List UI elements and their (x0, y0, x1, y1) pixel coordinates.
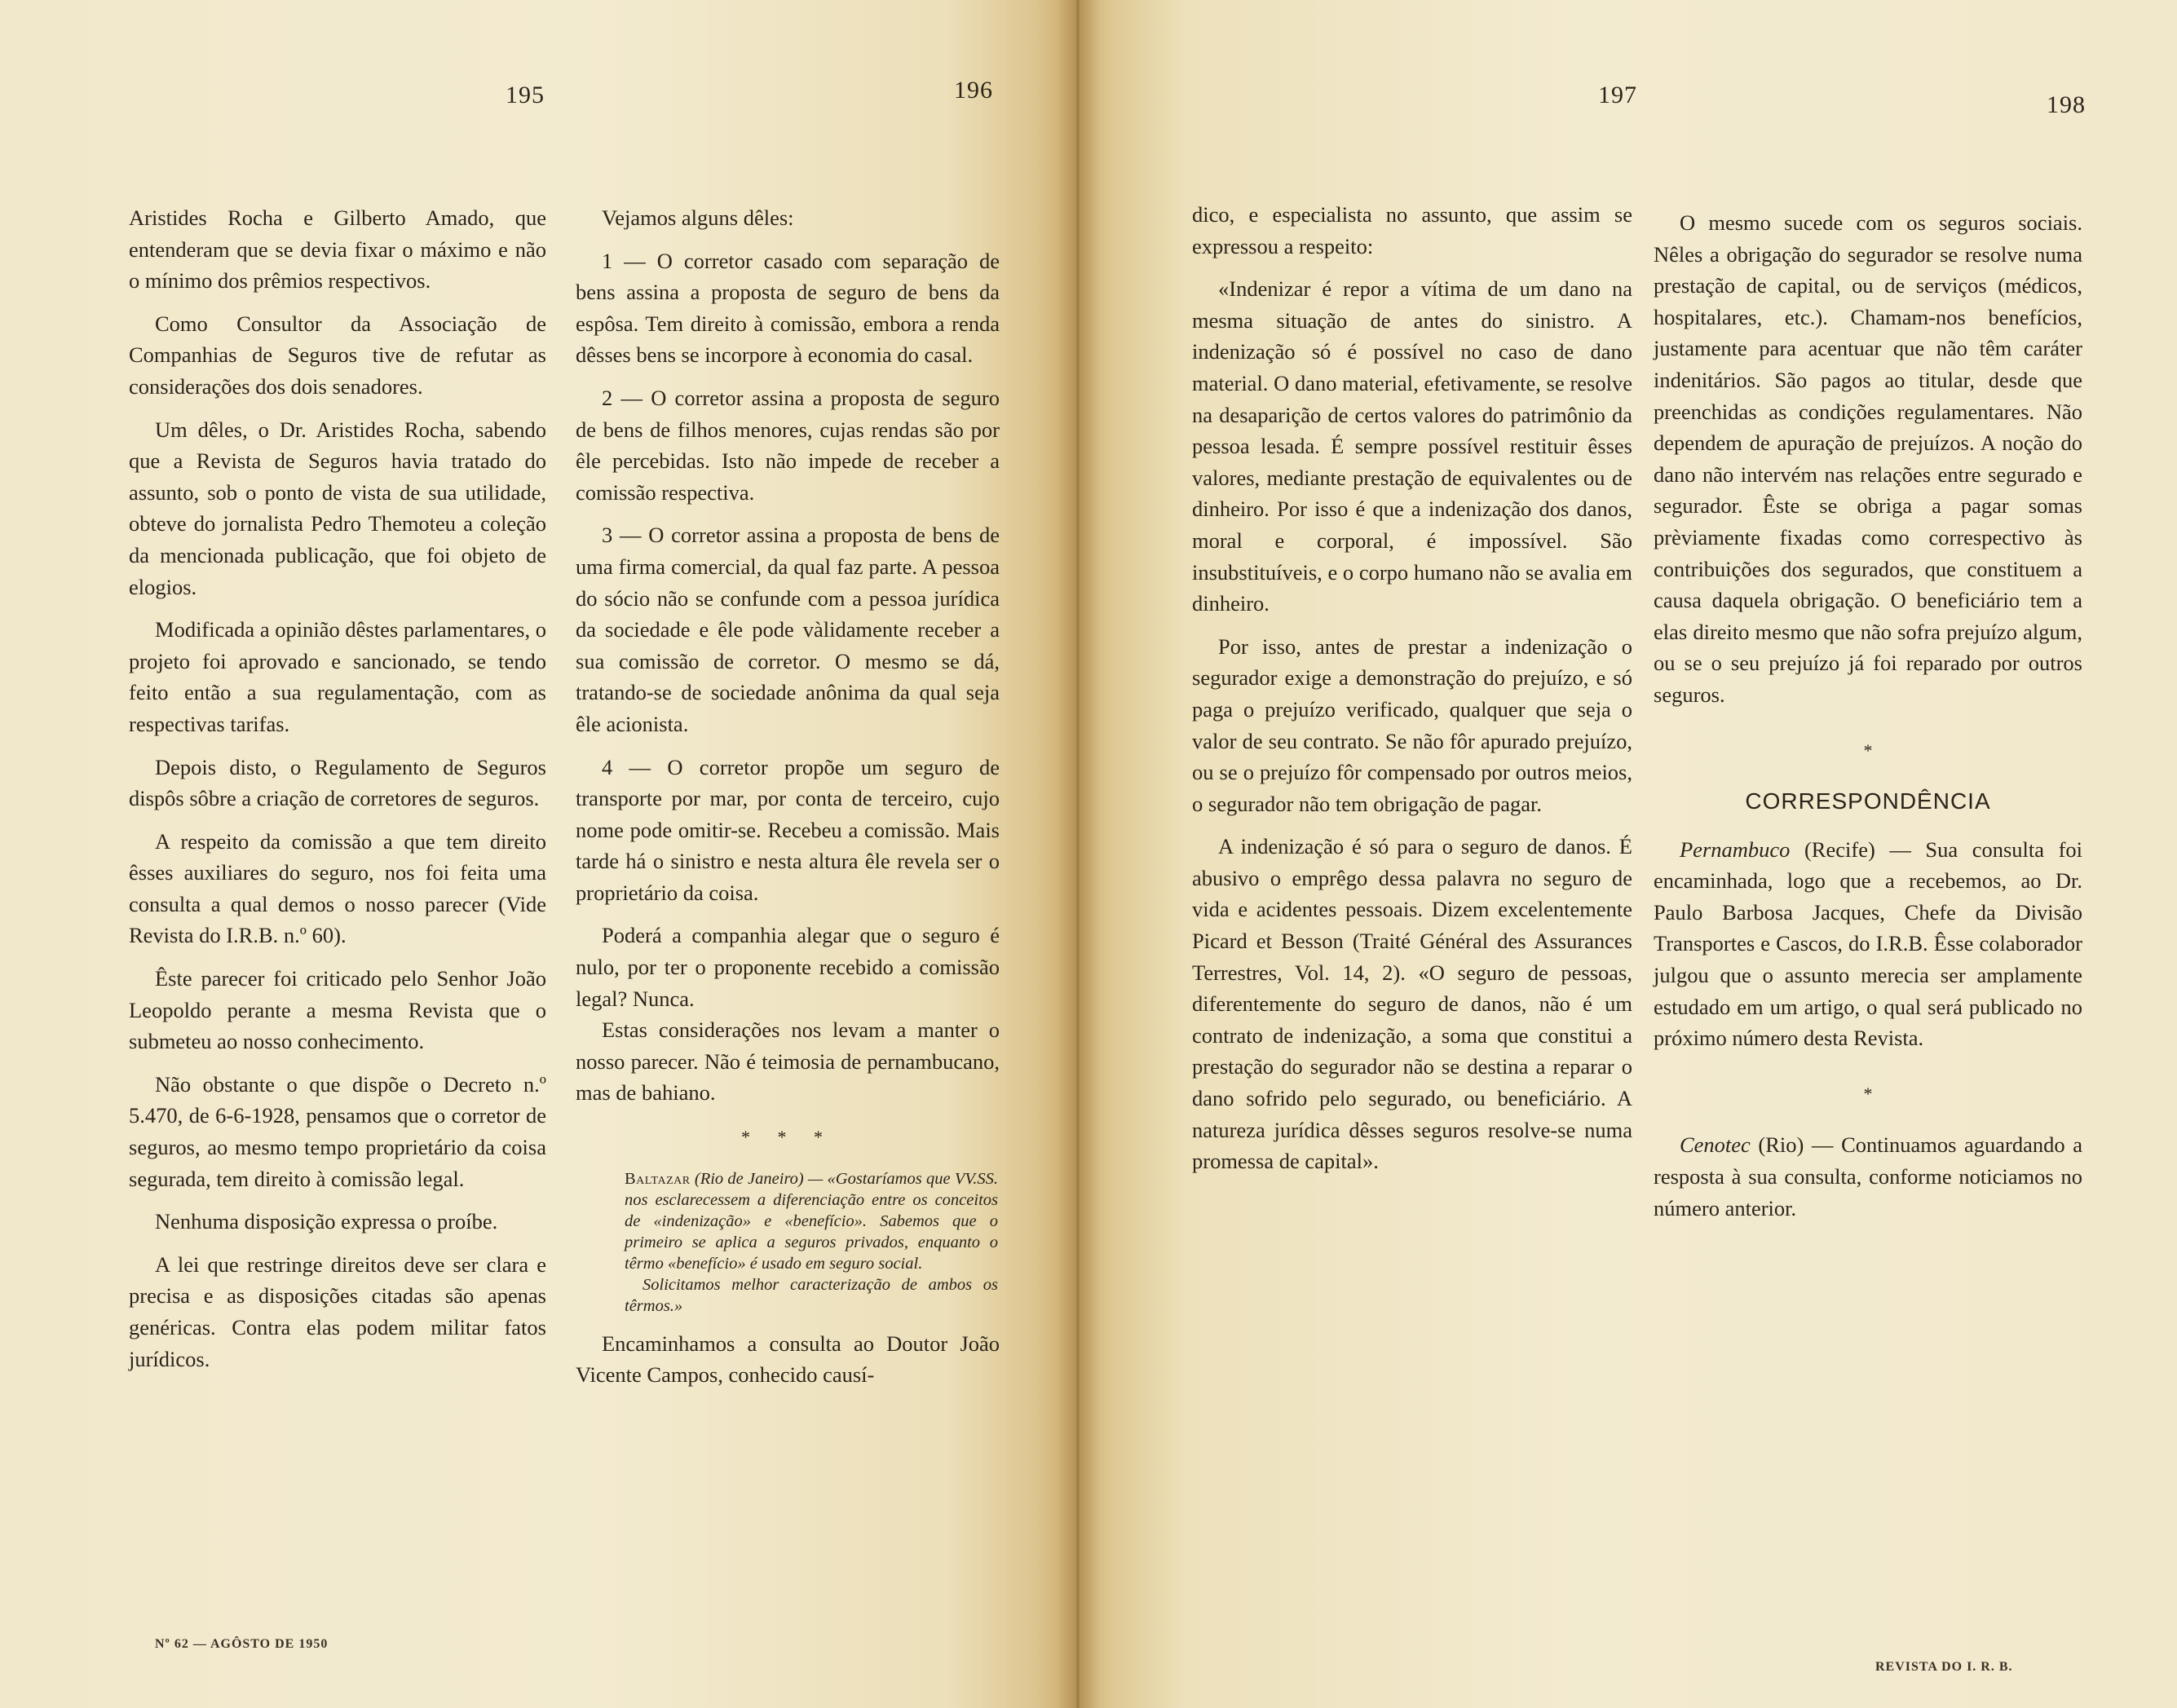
column-198 (1654, 207, 2082, 1224)
correspondence-text: (Rio) — Continuamos aguardando a resposta à sua consulta, conforme noticiamos no número anterior. (1654, 1132, 2082, 1220)
sender-name: Baltazar (625, 1169, 691, 1188)
paragraph: Estas considerações nos levam a manter o nosso parecer. Não é teimosia de pernambucano, mas de bahiano. (576, 1017, 1000, 1106)
section-heading: CORRESPONDÊNCIA (1745, 788, 1991, 814)
paragraph: Modificada a opinião dêstes parlamentares, o projeto foi aprovado e sancionado, se tendo feito então a sua regulamentação, com as respectivas tarifas. (129, 617, 546, 736)
paragraph: Como Consultor da Associação de Companhias de Seguros tive de refutar as considerações dos dois senadores. (129, 311, 546, 399)
paragraph: dico, e especialista no assunto, que assim se expressou a respeito: (1192, 202, 1632, 258)
book-gutter (1057, 0, 1099, 1708)
paragraph: Não obstante o que dispõe o Decreto n.º 5.470, de 6-6-1928, pensamos que o corretor de seguros, ao mesmo tempo proprietário da coisa segurada, tem direito à comissão legal. (129, 1071, 546, 1191)
paragraph: 4 — O corretor propõe um seguro de transporte por mar, por conta de terceiro, cujo nome pode omitir-se. Recebeu a comissão. Mais tarde há o sinistro e nesta altura êle revela ser o proprietário da coisa. (576, 754, 1000, 905)
paragraph: 3 — O corretor assina a proposta de bens de uma firma comercial, da qual faz parte. A pessoa do sócio não se confunde com a pessoa jurídica da sociedade e êle pode vàlidamente receber a sua comissão de corretor. O mesmo se dá, tratando-se de sociedade anônima da qual seja êle acionista. (576, 523, 1000, 736)
paragraph: 1 — O corretor casado com separação de bens assina a proposta de seguro de bens da espôsa. Tem direito à comissão, embora a renda dêsses bens se incorpore à economia do casal. (576, 248, 1000, 368)
paragraph: A lei que restringe direitos deve ser clara e precisa e as disposições citadas são apenas genéricas. Contra elas podem militar fatos jurídicos. (129, 1251, 546, 1371)
paragraph: Encaminhamos a consulta ao Doutor João Vicente Campos, conhecido causí- (576, 1331, 1000, 1388)
column-197 (1192, 199, 1632, 1177)
paragraph: O mesmo sucede com os seguros sociais. Nêles a obrigação do segurador se resolve numa prestação de capital, ou de serviços (médicos, hospitalares, etc.). Chamam-nos benefícios, justamente para acentuar que não têm caráter indenitários. São pagos ao titular, desde que preenchidas as condições regulamentares. Não dependem de apuração de prejuízos. A noção do dano não intervém nas relações entre segurado e segurador. Êste se obriga a pagar somas prèviamente fixadas como correspectivo às contribuições dos segurados, que constituem a causa daquela obrigação. O beneficiário tem a elas direito mesmo que não sofra prejuízo algum, ou se o seu prejuízo já foi reparado por outros seguros. (1654, 210, 2082, 707)
column-195 (129, 202, 546, 1375)
paragraph: Vejamos alguns dêles: (602, 205, 794, 230)
page-number-196: 196 (954, 77, 993, 104)
footer-journal: REVISTA DO I. R. B. (1875, 1660, 2013, 1674)
paragraph: «Indenizar é repor a vítima de um dano na mesma situação de antes do sinistro. A indenização só é possível no caso de dano material. O dano material, efetivamente, se resolve na desaparição de certos valores do patrimônio da pessoa lesada. É sempre possível restituir êsses valores, mediante prestação de equivalentes ou de dinheiro. Por isso é que a indenização dos danos, moral e corporal, é impossível. São insubstituíveis, e o corpo humano não se avalia em dinheiro. (1192, 276, 1632, 616)
paragraph: Por isso, antes de prestar a indenização o segurador exige a demonstração do prejuízo, e só paga o prejuízo verificado, qualquer que seja o valor de seu contrato. Se não fôr apurado prejuízo, ou se o prejuízo fôr compensado por outros meios, o segurador não tem obrigação de pagar. (1192, 633, 1632, 816)
page-number-197: 197 (1598, 82, 1637, 108)
paragraph: Aristides Rocha e Gilberto Amado, que entenderam que se devia fixar o máximo e não o mínimo dos prêmios respectivos. (129, 205, 546, 293)
question-text: (Rio de Janeiro) — «Gostaríamos que VV.SS. nos esclarecessem a diferenciação entre os conceitos de «indenização» e «benefício». Sabemos que o primeiro se aplica a seguros privados, enquanto o têrmo «benefício» é usado em seguro social. (625, 1169, 998, 1273)
paragraph: Nenhuma disposição expressa o proíbe. (155, 1209, 498, 1234)
correspondent-name: Cenotec (1680, 1132, 1751, 1158)
paragraph: Êste parecer foi criticado pelo Senhor João Leopoldo perante a mesma Revista que o submeteu ao nosso conhecimento. (129, 966, 546, 1054)
question-text-2: Solicitamos melhor caracterização de ambos os têrmos.» (625, 1275, 998, 1315)
paragraph: A respeito da comissão a que tem direito êsses auxiliares do seguro, nos foi feita uma consulta a qual demos o nosso parecer (Vide Revista do I.R.B. n.º 60). (129, 828, 546, 948)
page-number-198: 198 (2047, 91, 2086, 118)
reader-question (576, 1168, 1000, 1317)
correspondence-text: (Recife) — Sua consulta foi encaminhada, logo que a recebemos, ao Dr. Paulo Barbosa Jacques, Chefe da Divisão Transportes e Cascos, do I.R.B. Êsse colaborador julgou que o assunto merecia ser amplamente estudado em um artigo, o qual será publicado no próximo número desta Revista. (1654, 836, 2082, 1051)
column-196 (576, 202, 1000, 1391)
correspondent-name: Pernambuco (1680, 836, 1791, 862)
footer-issue: Nº 62 — AGÔSTO DE 1950 (155, 1637, 329, 1651)
paragraph: Depois disto, o Regulamento de Seguros dispôs sôbre a criação de corretores de seguros. (129, 754, 546, 811)
section-star: * (1863, 739, 1873, 761)
paragraph: 2 — O corretor assina a proposta de seguro de bens de filhos menores, cujas rendas são por êle percebidas. Isto não impede de receber a comissão respectiva. (576, 385, 1000, 505)
section-star: * (1863, 1083, 1873, 1104)
page-number-195: 195 (506, 82, 545, 108)
paragraph: A indenização é só para o seguro de danos. É abusivo o emprêgo dessa palavra no seguro de vida e acidentes pessoais. Dizem excelentemente Picard et Besson (Traité Général des Assurances Terrestres, Vol. 14, 2). «O seguro de pessoas, diferentemente do seguro de danos, não é um contrato de indenização, a soma que constitui a prestação do segurador não se destina a reparar o dano sofrido pelo segurado, ou beneficiário. A natureza jurídica dêsses seguros resolve-se numa promessa de capital». (1192, 834, 1632, 1174)
paragraph: Poderá a companhia alegar que o seguro é nulo, por ter o proponente recebido a comissão legal? Nunca. (576, 923, 1000, 1011)
paragraph: Um dêles, o Dr. Aristides Rocha, sabendo que a Revista de Seguros havia tratado do assunto, sob o ponto de vista de sua utilidade, obteve do jornalista Pedro Themoteu a coleção da mencionada publicação, que foi objeto de elogios. (129, 417, 546, 599)
section-stars: * * * (741, 1127, 834, 1148)
